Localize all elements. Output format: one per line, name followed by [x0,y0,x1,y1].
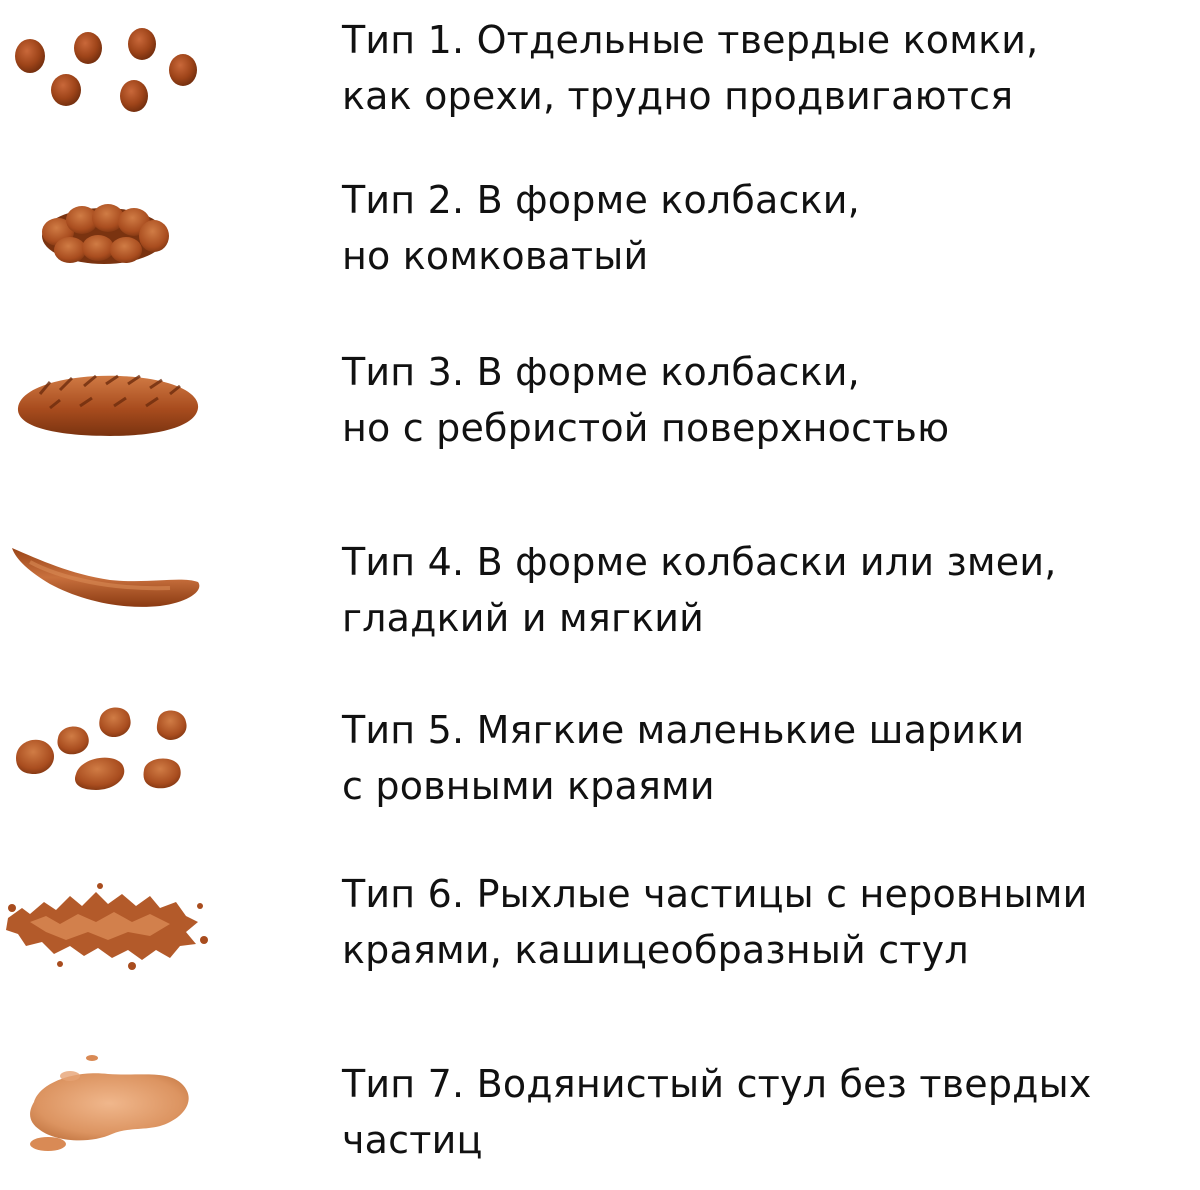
type-7-line-1: Тип 7. Водянистый стул без твердых [342,1062,1092,1106]
type-4-description [342,534,1182,646]
type-7-line-2: частиц [342,1118,483,1162]
type-2-line-1: Тип 2. В форме колбаски, [342,178,860,222]
type-3-line-2: но с ребристой поверхностью [342,406,950,450]
type-7-description [342,1056,1182,1168]
type-4-line-1: Тип 4. В форме колбаски или змеи, [342,540,1057,584]
type-1-line-1: Тип 1. Отдельные твердые комки, [342,18,1039,62]
watery-puddle-icon [0,1040,220,1190]
type-2-description [342,172,1182,284]
type-6-line-1: Тип 6. Рыхлые частицы с неровными [342,872,1088,916]
fluffy-pieces-icon [0,862,220,1012]
soft-blobs-icon [0,690,220,840]
type-4-line-2: гладкий и мягкий [342,596,705,640]
stool-type-3 [0,334,1200,484]
type-1-line-2: как орехи, трудно продвигаются [342,74,1014,118]
separate-lumps-icon [0,0,220,150]
stool-type-5 [0,690,1200,840]
smooth-snake-icon [0,520,220,670]
type-3-line-1: Тип 3. В форме колбаски, [342,350,860,394]
stool-type-1 [0,0,1200,150]
type-6-line-2: краями, кашицеобразный стул [342,928,969,972]
type-6-description [342,866,1182,978]
cracked-sausage-icon [0,334,220,484]
lumpy-sausage-icon [0,164,220,314]
type-3-description [342,344,1182,456]
type-2-line-2: но комковатый [342,234,649,278]
type-5-line-1: Тип 5. Мягкие маленькие шарики [342,708,1025,752]
type-5-description [342,702,1182,814]
stool-type-2 [0,164,1200,314]
type-5-line-2: с ровными краями [342,764,715,808]
stool-type-7 [0,1040,1200,1190]
stool-type-6 [0,862,1200,1012]
type-1-description [342,12,1182,124]
stool-type-4 [0,520,1200,670]
